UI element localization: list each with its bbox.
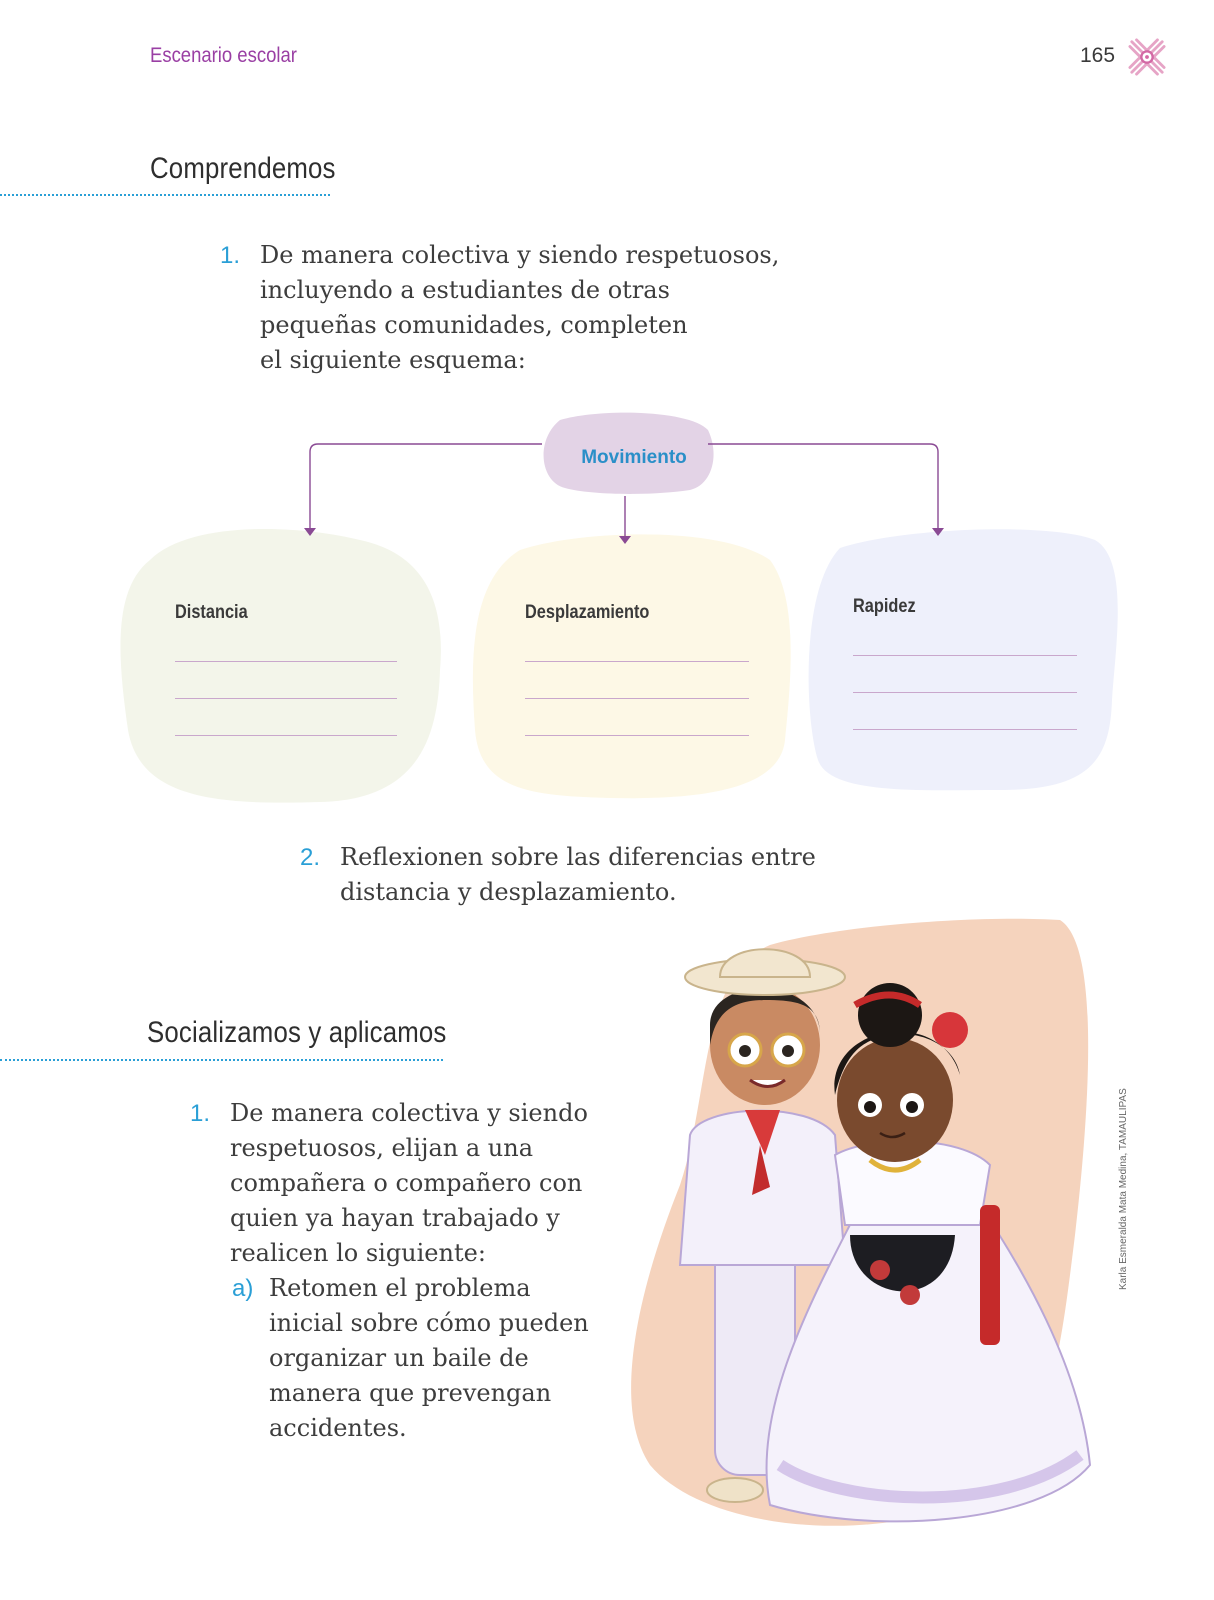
answer-line — [525, 661, 749, 662]
instruction-1 — [220, 238, 840, 378]
connector-left — [310, 444, 542, 528]
instruction-socializamos-1a — [232, 1271, 652, 1446]
decorative-star-icon — [1128, 38, 1166, 76]
instruction-text: Retomen el problema inicial sobre cómo pueden organizar un baile de manera que prevengan accidentes. — [269, 1274, 589, 1442]
running-head: Escenario escolar — [150, 44, 297, 67]
section-title-socializamos: Socializamos y aplicamos — [147, 1016, 447, 1049]
illustration-dancers — [620, 905, 1110, 1545]
instruction-number: 1. — [190, 1100, 211, 1127]
answer-line — [853, 692, 1077, 693]
answer-line — [175, 698, 397, 699]
section-title-comprendemos: Comprendemos — [150, 152, 336, 185]
instruction-number: 1. — [220, 242, 241, 269]
answer-line — [525, 698, 749, 699]
blob-desplazamiento — [473, 534, 791, 798]
instruction-text: De manera colectiva y siendo respetuosos, incluyendo a estudiantes de otras pequeñas comunidades, completen el siguiente esquema: — [260, 241, 780, 374]
answer-line — [853, 655, 1077, 656]
box-label-distancia: Distancia — [175, 602, 248, 623]
answer-line — [175, 661, 397, 662]
illustration-credit: Karla Esmeralda Mata Medina, TAMAULIPAS — [1118, 1088, 1129, 1290]
instruction-text: Reflexionen sobre las diferencias entre distancia y desplazamiento. — [340, 843, 816, 906]
instruction-number: 2. — [300, 844, 321, 871]
answer-line — [175, 735, 397, 736]
diagram-center-label: Movimiento — [581, 447, 687, 468]
instruction-letter: a) — [232, 1275, 254, 1302]
page-number: 165 — [1080, 44, 1116, 67]
box-label-rapidez: Rapidez — [853, 596, 916, 617]
instruction-socializamos-1 — [190, 1096, 640, 1271]
answer-line — [525, 735, 749, 736]
instruction-text: De manera colectiva y siendo respetuosos, elijan a una compañera o compañero con quien ya hayan trabajado y realicen lo siguiente: — [230, 1099, 588, 1267]
blob-rapidez — [809, 529, 1118, 790]
section-divider — [0, 194, 330, 196]
section-divider — [0, 1059, 443, 1061]
box-label-desplazamiento: Desplazamiento — [525, 602, 650, 623]
connector-right — [708, 444, 938, 528]
blob-distancia — [120, 529, 440, 803]
instruction-2 — [300, 840, 900, 910]
answer-line — [853, 729, 1077, 730]
